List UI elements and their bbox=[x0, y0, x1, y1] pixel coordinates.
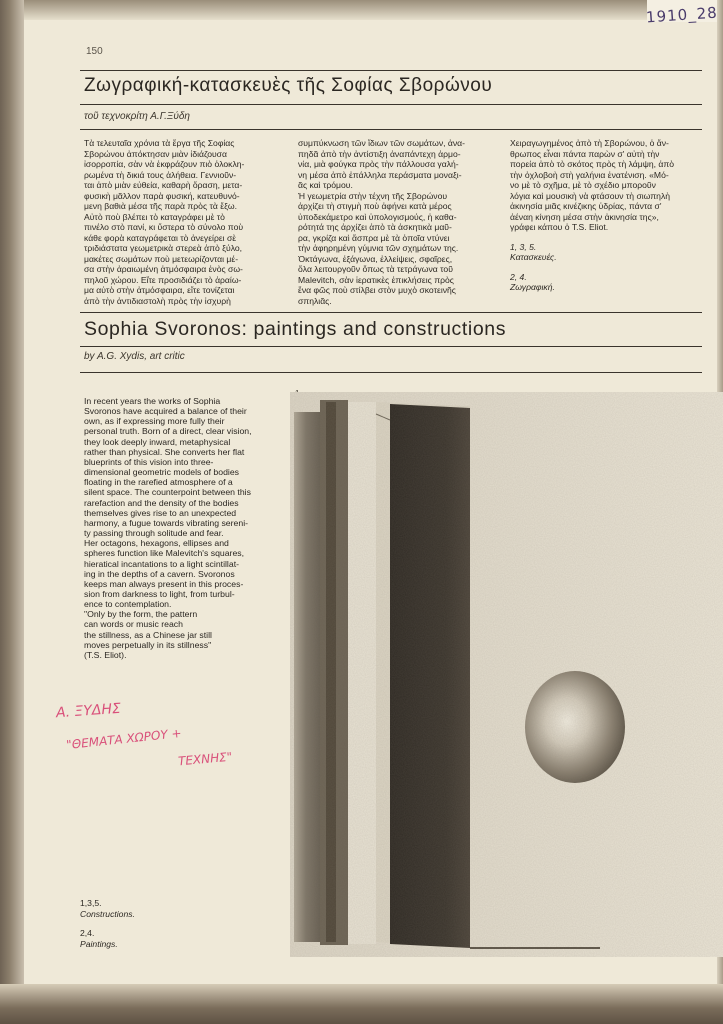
english-caption-2-numbers: 2,4. bbox=[80, 928, 95, 938]
greek-text-line: πινέλο στὸ πανί, κι ὕστερα τὸ σύνολο ποὺ bbox=[84, 222, 244, 232]
greek-text-line: λόγια καὶ μουσικὴ νὰ φτάσουν τὴ σιωπηλὴ bbox=[510, 190, 671, 201]
greek-text-line: ἰσορροπία, σὰν νὰ ἐκφράζουν πιὸ ὁλοκλη- bbox=[84, 159, 245, 169]
english-caption-1-numbers: 1,3,5. bbox=[80, 898, 102, 908]
english-text-line: hieratical incantations to a light scintillat- bbox=[84, 558, 240, 569]
english-text-line: dimensional geometric models of bodies bbox=[84, 467, 240, 478]
english-caption-2-label: Paintings. bbox=[80, 938, 118, 949]
greek-text-line: Αὐτὸ ποὺ βλέπει τὸ καταγράφει μὲ τὸ bbox=[84, 211, 225, 222]
greek-text-line: Ἡ γεωμετρία στὴν τέχνη τῆς Σβορώνου bbox=[298, 190, 448, 201]
handwritten-annotation-title-1: "ΘΕΜΑΤΑ ΧΩΡΟΥ + bbox=[65, 725, 183, 753]
english-text-line: In recent years the works of Sophia bbox=[84, 396, 221, 406]
greek-text-line: πηλοῦ χώρου. Εἴτε προσιδιάζει τὸ ἀραίω- bbox=[84, 274, 242, 285]
english-text-line: rather than physical. She converts her flat bbox=[84, 446, 245, 457]
greek-text-line: ἀρχίζει τὴ στιγμὴ ποὺ ἀφήνει κατὰ μέρος bbox=[298, 201, 452, 211]
rule-greek-title bbox=[80, 104, 702, 105]
english-text-line: the stillness, as a Chinese jar still bbox=[84, 629, 212, 640]
english-text-line: they look deeply inward, metaphysical bbox=[84, 436, 231, 447]
english-caption-2 bbox=[80, 928, 118, 949]
english-title: Sophia Svoronos: paintings and constructions bbox=[84, 318, 507, 340]
greek-text-line: πηδᾶ ἀπὸ τὴν ἀντίστιξη ἀναπάντεχη ἁρμο- bbox=[298, 148, 461, 159]
english-caption-1-label: Constructions. bbox=[80, 908, 135, 919]
english-body-text bbox=[84, 396, 278, 660]
handwritten-annotation-author: Α. ΞΥΔΗΣ bbox=[55, 700, 122, 722]
greek-text-line: σπηλιᾶς. bbox=[298, 295, 332, 306]
rule-greek-byline bbox=[80, 129, 702, 130]
greek-text-line: ὅλα λειτουργοῦν ὅπως τὰ τετράγωνα τοῦ bbox=[298, 264, 453, 274]
greek-column-1 bbox=[84, 138, 284, 306]
greek-caption-1-numbers: 1, 3, 5. bbox=[510, 241, 537, 252]
english-text-line: can words or music reach bbox=[84, 619, 183, 630]
scan-left-edge bbox=[0, 0, 24, 1024]
greek-text-line: Σβορώνου ἀπόκτησαν μιὰν ἰδιάζουσα bbox=[84, 148, 227, 159]
greek-text-line: ᾶς καὶ τρόμου. bbox=[298, 180, 353, 190]
greek-text-line: ται ἀπὸ μιὰν εὐθεία, καθαρὴ ὅραση, μετα- bbox=[84, 180, 243, 190]
english-text-line: silent space. The counterpoint between this bbox=[84, 487, 251, 498]
english-text-line: ing in the depths of a cavern. Svoronos bbox=[84, 568, 235, 579]
rule-english-top bbox=[80, 312, 702, 313]
greek-text-line: ἀπὸ τὴν ἀντιδιαστολὴ πρὸς τὴν ἰσχυρὴ bbox=[84, 295, 231, 306]
greek-text-line: γράφει κάπου ὁ T.S. Eliot. bbox=[510, 222, 609, 232]
english-text-line: (T.S. Eliot). bbox=[84, 649, 127, 660]
greek-text-line: ρότητά της ἀρχίζει ἀπὸ τὰ ἀσκητικὰ μαῦ- bbox=[298, 222, 452, 232]
english-text-line: moves perpetually in its stillness" bbox=[84, 639, 212, 650]
greek-text-line: Malevitch, σὰν ἱερατικὲς ἐπικλήσεις πρὸς bbox=[298, 274, 454, 285]
handwritten-reference: 1910_28 bbox=[645, 3, 719, 27]
english-text-line: Her octagons, hexagons, ellipses and bbox=[84, 538, 229, 549]
greek-text-line: ρωμένα τὴ δικιά τους ἀλήθεια. Γεννιοῦν- bbox=[84, 169, 237, 180]
greek-text-line: Ὀκτάγωνα, ἑξάγωνα, ἐλλείψεις, σφαῖρες, bbox=[298, 253, 453, 264]
greek-text-line: συμπύκνωση τῶν ἴδιων τῶν σωμάτων, ἀνα- bbox=[298, 138, 466, 148]
greek-text-line: ὑποδεκάμετρο καὶ ὑπολογισμούς, ἡ καθα- bbox=[298, 211, 457, 222]
greek-text-line: ἕνα φῶς ποὺ στίλβει στὸν μυχὸ σκοτεινῆς bbox=[298, 285, 456, 295]
greek-text-line: φυσικὴ μᾶλλον παρὰ φυσική, κατευθυνό- bbox=[84, 190, 240, 201]
greek-column-3 bbox=[510, 138, 706, 293]
greek-text-line: μακέτες σωμάτων ποὺ μετεωρίζονται μέ- bbox=[84, 253, 239, 264]
greek-text-line: Τὰ τελευταῖα χρόνια τὰ ἔργα τῆς Σοφίας bbox=[84, 138, 235, 148]
greek-caption-2-numbers: 2, 4. bbox=[510, 271, 527, 282]
greek-text-line: νία, μιὰ φούγκα πρὸς τὴν πάλλουσα γαλή- bbox=[298, 159, 459, 169]
english-text-line: Svoronos have acquired a balance of their bbox=[84, 406, 247, 417]
scan-top-edge bbox=[0, 0, 723, 20]
page-number: 150 bbox=[86, 46, 103, 57]
rule-english-title bbox=[80, 346, 702, 347]
handwritten-annotation-title-2: ΤΕΧΝΗΣ" bbox=[177, 749, 233, 769]
rule-top bbox=[80, 70, 702, 71]
greek-text-line: μενη βαθιὰ μέσα τῆς παρὰ πρὸς τὰ ἔξω. bbox=[84, 201, 238, 211]
greek-text-line: νο μὲ τὸ σχῆμα, μὲ τὸ σχέδιο μποροῦν bbox=[510, 180, 656, 190]
greek-text-line: ἀέναη κίνηση μέσα στὴν ἀκινησία της», bbox=[510, 211, 659, 222]
artwork-grain bbox=[290, 392, 723, 957]
rule-english-byline bbox=[80, 372, 702, 373]
greek-text-line: τὴν ἀφηρημένη γύμνια τῶν σχημάτων της. bbox=[298, 243, 459, 253]
english-text-line: rarefaction and the density of the bodies bbox=[84, 497, 239, 508]
english-text-line: personal truth. Born of a direct, clear vision, bbox=[84, 426, 252, 437]
greek-text-line: ἀκινησία μιᾶς κινέζικης ὑδρίας, πάντα σ' bbox=[510, 201, 662, 211]
english-caption-1 bbox=[80, 898, 135, 919]
greek-text-line: τὴν ὀχλοβοὴ στὴ γαλήνια ἐνατένιση. «Μό- bbox=[510, 169, 669, 180]
english-text-line: floating in the rarefied atmosphere of a bbox=[84, 477, 233, 488]
scan-bottom-edge bbox=[0, 984, 723, 1024]
greek-caption-2-label: Ζωγραφική. bbox=[510, 282, 555, 292]
greek-text-line: μα αὐτὸ στὴν ἀτμόσφαιρα, εἴτε τονίζεται bbox=[84, 285, 235, 295]
greek-byline: τοῦ τεχνοκρίτη Α.Γ.Ξύδη bbox=[84, 111, 190, 122]
greek-text-line: κάθε φορὰ καταγράφεται τὸ ἀνεγείρει σὲ bbox=[84, 232, 237, 243]
english-text-line: own, as if expressing more fully their bbox=[84, 416, 225, 427]
english-text-line: ty passing through solitude and fear. bbox=[84, 528, 224, 539]
greek-text-line: τριδιάστατα γεωμετρικὰ στερεὰ ἀπὸ ξύλο, bbox=[84, 243, 243, 253]
greek-text-line: νη μέσα ἀπὸ ἐπάλληλα περάσματα μοναξι- bbox=[298, 169, 462, 180]
greek-title: Ζωγραφική-κατασκευὲς τῆς Σοφίας Σβορώνου bbox=[84, 75, 493, 96]
greek-caption-1-label: Κατασκευές. bbox=[510, 252, 557, 262]
english-byline: by A.G. Xydis, art critic bbox=[84, 351, 185, 362]
english-text-line: spheres function like Malevitch's squares, bbox=[84, 548, 245, 559]
english-text-line: blueprints of this vision into three- bbox=[84, 456, 214, 467]
greek-column-2 bbox=[298, 138, 498, 306]
artwork-photo bbox=[290, 392, 723, 957]
greek-text-line: σα στὴν ἀραιωμένη ἀτμόσφαιρα ἑνὸς σω- bbox=[84, 264, 243, 274]
english-text-line: ence to contemplation. bbox=[84, 599, 172, 610]
english-text-line: themselves gives rise to an unexpected bbox=[84, 507, 237, 518]
english-text-line: keeps man always present in this proces- bbox=[84, 578, 244, 589]
greek-text-line: Χειραγωγημένος ἀπὸ τὴ Σβορώνου, ὁ ἄν- bbox=[510, 138, 669, 148]
greek-text-line: θρωπος εἶναι πάντα παρὼν σ' αὐτὴ τὴν bbox=[510, 148, 660, 159]
english-text-line: "Only by the form, the pattern bbox=[84, 609, 198, 620]
english-text-line: sion from darkness to light, from turbul- bbox=[84, 588, 235, 599]
english-text-line: harmony, a fugue towards vibrating sereni- bbox=[84, 517, 249, 528]
greek-text-line: ρα, γκρίζα καὶ ἄσπρα μὲ τὰ ὁποῖα ντύνει bbox=[298, 232, 450, 243]
greek-text-line: πορεία ἀπὸ τὸ σκότος πρὸς τὴ λάμψη, ἀπὸ bbox=[510, 159, 675, 169]
